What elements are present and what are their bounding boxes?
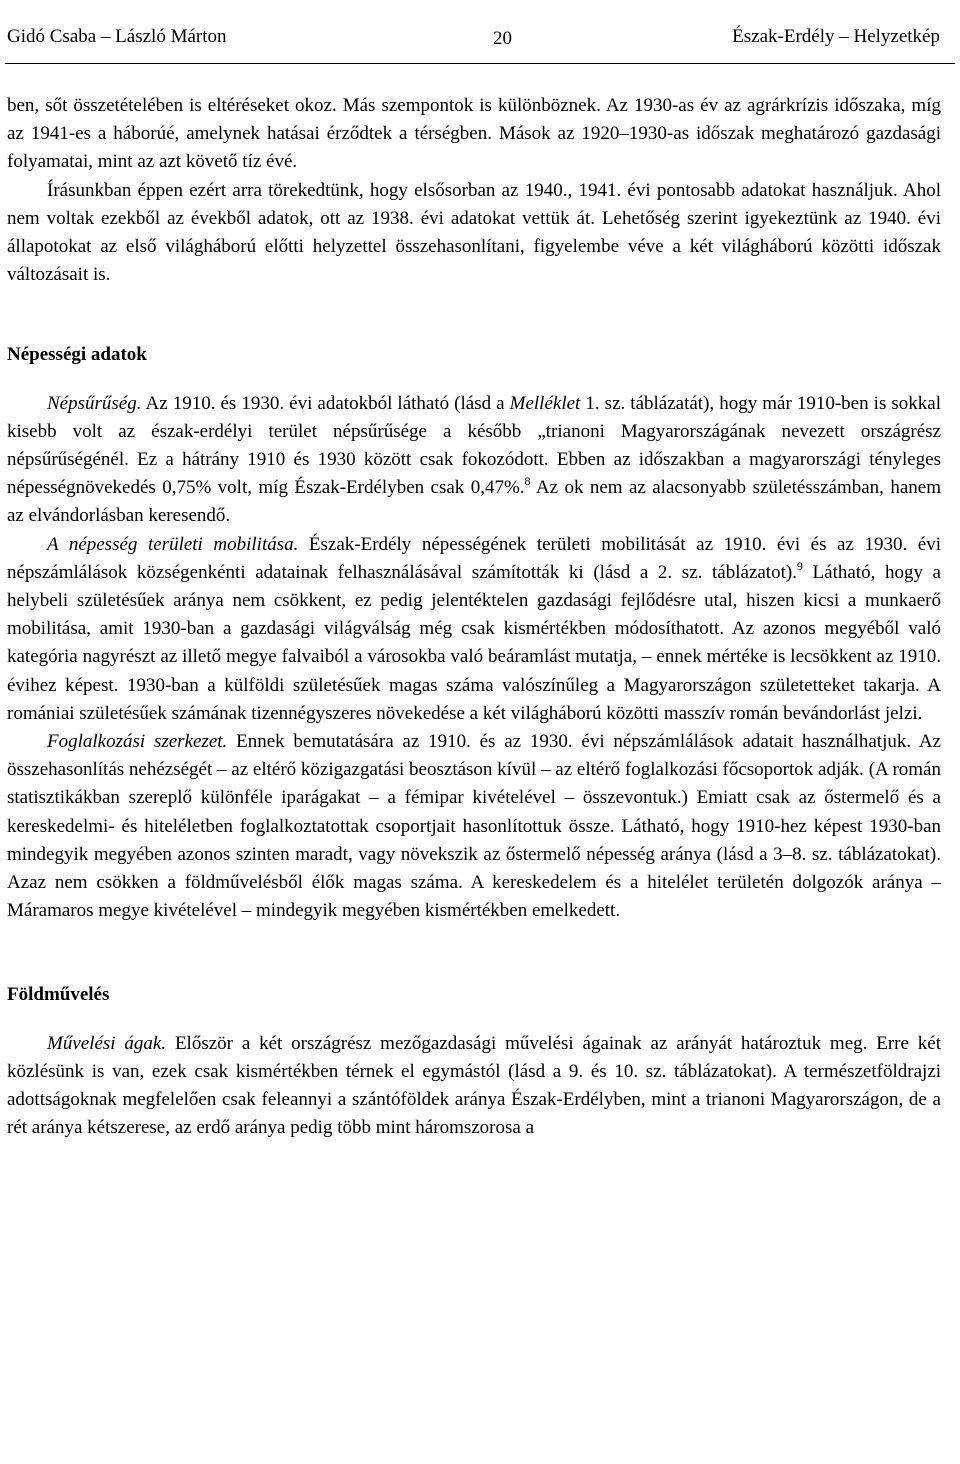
footnote-ref-9: 9: [796, 558, 803, 573]
run-in-heading-occupation: Foglalkozási szerkezet.: [47, 731, 228, 753]
section-heading-agriculture: Földművelés: [7, 984, 110, 1006]
page-body: [7, 92, 941, 1143]
page-number: 20: [493, 28, 512, 49]
paragraph-cultivation: Művelési ágak. Először a két országrész mezőgazdasági művelési ágainak az arányát határoztuk meg. Erre két közlésünk is van, ezek csak kismértékben térnek el egymástól (lásd a 9. és 10. sz. táblázatokat). A természetföldrajzi adottságoknak megfelelően csak feleannyi a szántóföldek aránya Észak-Erdélyben, mint a trianoni Magyarországon, de a rét aránya kétszerese, az erdő aránya pedig több mint háromszorosa a: [7, 1032, 941, 1139]
run-in-heading-density: Népsűrűség.: [47, 392, 142, 414]
header-title: Észak-Erdély – Helyzetkép: [732, 26, 940, 47]
appendix-reference: Melléklet: [509, 392, 581, 414]
running-header: [7, 21, 940, 53]
paragraph-population-density: Népsűrűség. Az 1910. és 1930. évi adatokból látható (lásd a Melléklet 1. sz. táblázatát), hogy már 1910-ben is sokkal kisebb volt az észak-erdélyi terület népsűrűsége a később „trianoni Magyarországának nevezett országrész népsűrűségénél. Ez a hátrány 1910 és 1930 között csak fokozódott. Ebben az időszakban a magyarországi tényleges népességnövekedés 0,75% volt, míg Észak-Erdélyben csak 0,47%.$^8$ Az ok nem az alacsonyabb születésszámban, hanem az elvándorlásban keresendő.: [7, 392, 942, 527]
intro-paragraph-2: Írásunkban éppen ezért arra törekedtünk, hogy elsősorban az 1940., 1941. évi pontosabb adatokat használjuk. Ahol nem voltak ezekből az évekből adatok, ott az 1938. évi adatokat vettük át. Lehetőség szerint igyekeztünk az 1940. évi állapotokat az első világháború előtti helyzettel összehasonlítani, figyelembe véve a két világháború közötti időszak változásait is.: [7, 179, 941, 286]
intro-paragraph-1: ben, sőt összetételében is eltéréseket okoz. Más szempontok is különböznek. Az 1930-as év az agrárkrízis időszaka, míg az 1941-es a háborúé, amelynek hatásai érződtek a térségben. Mások az 1920–1930-as időszak meghatározó gazdasági folyamatai, mint az azt követő tíz évé.: [7, 95, 941, 173]
footnote-ref-8: 8: [524, 474, 531, 489]
header-rule: [5, 63, 955, 64]
run-in-heading-mobility: A népesség területi mobilitása.: [47, 533, 299, 555]
paragraph-mobility: A népesség területi mobilitása. Észak-Erdély népességének területi mobilitását az 1910. évi és az 1930. évi népszámlálások községenkénti adatainak felhasználásával számították ki (lásd a 2. sz. táblázatot).$^9$ Látható, hogy a helybeli születésűek aránya nem csökkent, ez pedig jelentéktelen gazdasági fejlődésre utal, hiszen kicsi a munkaerő mobilitása, amit 1930-ban a gazdasági világválság még csak kismértékben módosíthatott. Az azonos megyéből való kategória nagyrészt az illető megye falvaiból a városokba való beáramlást mutatja, – ennek mértéke is lecsökkent az 1910. évihez képest. 1930-ban a külföldi születésűek magas száma valószínűleg a Magyarországon születetteket takarja. A romániai születésűek számának tizennégyszeres növekedése a két világháború közötti masszív román bevándorlást jelzi.: [7, 533, 941, 724]
paragraph-occupation: Foglalkozási szerkezet. Ennek bemutatására az 1910. és az 1930. évi népszámlálások adatait használhatjuk. Az összehasonlítás nehézségét – az eltérő közigazgatási beosztáson kívül – az eltérő foglalkozási főcsoportok adják. (A román statisztikákban szereplő különféle iparágakat – a fémipar kivételével – összevontuk.) Emiatt csak az őstermelő és a kereskedelmi- és hiteléletben foglalkoztatottak csoportjait hasonlítottuk össze. Látható, hogy 1910-hez képest 1930-ban mindegyik megyében azonos szinten maradt, vagy növekszik az őstermelő népesség aránya (lásd a 3–8. sz. táblázatokat). Azaz nem csökken a földművelésből élők magas száma. A kereskedelem és a hitelélet területén dolgozók aránya – Máramaros megye kivételével – mindegyik megyében kismértékben emelkedett.: [7, 731, 941, 922]
run-in-heading-cultivation: Művelési ágak.: [47, 1032, 167, 1054]
section-heading-population: Népességi adatok: [7, 344, 147, 366]
header-authors: Gidó Csaba – László Márton: [7, 26, 227, 47]
